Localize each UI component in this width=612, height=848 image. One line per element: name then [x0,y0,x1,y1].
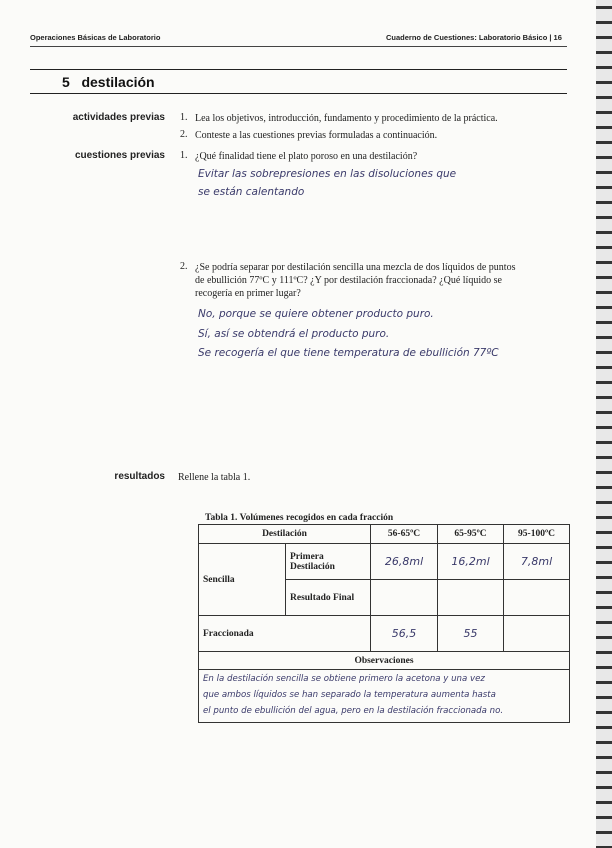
resultado-label: Resultado Final [286,580,371,616]
question-2-line-3: recogería en primer lugar? [195,288,301,299]
question-2-answer-line-1: No, porque se quiere obtener producto puro. [198,308,434,320]
section-top-rule [30,69,567,70]
actividad-2-number: 2. [180,129,188,140]
cuestiones-label: cuestiones previas [74,150,165,161]
resultado-value-2 [438,580,504,616]
fraccionada-value-3 [504,616,570,652]
observaciones-line-3: el punto de ebullición del agua, pero en la destilación fraccionada no. [203,706,504,716]
observaciones-text [199,670,570,723]
results-table [198,524,570,723]
section-number: 5 [62,74,70,90]
header-left: Operaciones Básicas de Laboratorio [30,33,161,42]
question-2-line-1: ¿Se podría separar por destilación sencilla una mezcla de dos líquidos de puntos [195,262,516,273]
table-caption: Tabla 1. Volúmenes recogidos en cada fracción [205,513,394,523]
primera-label: Primera Destilación [286,544,371,580]
question-2-number: 2. [180,261,188,272]
actividad-1-number: 1. [180,112,188,123]
resultado-value-1 [371,580,438,616]
sencilla-label: Sencilla [199,544,286,616]
table-row-primera [199,544,570,580]
fraccionada-value-1: 56,5 [371,616,438,652]
actividad-1-text: Lea los objetivos, introducción, fundamento y procedimiento de la práctica. [195,113,498,124]
fraccionada-label: Fraccionada [199,616,371,652]
observaciones-label: Observaciones [199,652,570,670]
primera-value-2: 16,2ml [438,544,504,580]
header-range-3: 95-100ºC [504,525,570,544]
header-range-2: 65-95ºC [438,525,504,544]
question-2-line-2: de ebullición 77ºC y 111ºC? ¿Y por destilación fraccionada? ¿Qué líquido se [195,275,502,286]
table-row-observaciones-header [199,652,570,670]
actividad-2-text: Conteste a las cuestiones previas formuladas a continuación. [195,130,438,141]
primera-value-3: 7,8ml [504,544,570,580]
header-destilacion: Destilación [199,525,371,544]
section-bottom-rule [30,93,567,94]
observaciones-line-2: que ambos líquidos se han separado la temperatura aumenta hasta [203,690,496,700]
question-1-number: 1. [180,150,188,161]
fraccionada-value-2: 55 [438,616,504,652]
observaciones-line-1: En la destilación sencilla se obtiene primero la acetona y una vez [203,674,485,684]
question-1-answer-line-2: se están calentando [198,186,305,198]
resultados-label: resultados [114,471,165,482]
header-range-1: 56-65ºC [371,525,438,544]
question-1-text: ¿Qué finalidad tiene el plato poroso en una destilación? [195,151,418,162]
question-2-answer-line-3: Se recogería el que tiene temperatura de ebullición 77ºC [198,347,499,359]
table-row-fraccionada [199,616,570,652]
question-1-answer-line-1: Evitar las sobrepresiones en las disoluciones que [198,168,457,180]
spiral-binding [596,0,612,848]
header-right: Cuaderno de Cuestiones: Laboratorio Básico | 16 [386,33,562,42]
table-header-row [199,525,570,544]
actividades-label: actividades previas [72,112,165,123]
resultado-value-3 [504,580,570,616]
header-divider [30,46,567,47]
resultados-text: Rellene la tabla 1. [178,472,251,483]
question-2-answer-line-2: Sí, así se obtendrá el producto puro. [198,328,390,340]
primera-value-1: 26,8ml [371,544,438,580]
table-row-observaciones [199,670,570,723]
section-name: destilación [81,74,155,90]
section-title [62,74,155,90]
